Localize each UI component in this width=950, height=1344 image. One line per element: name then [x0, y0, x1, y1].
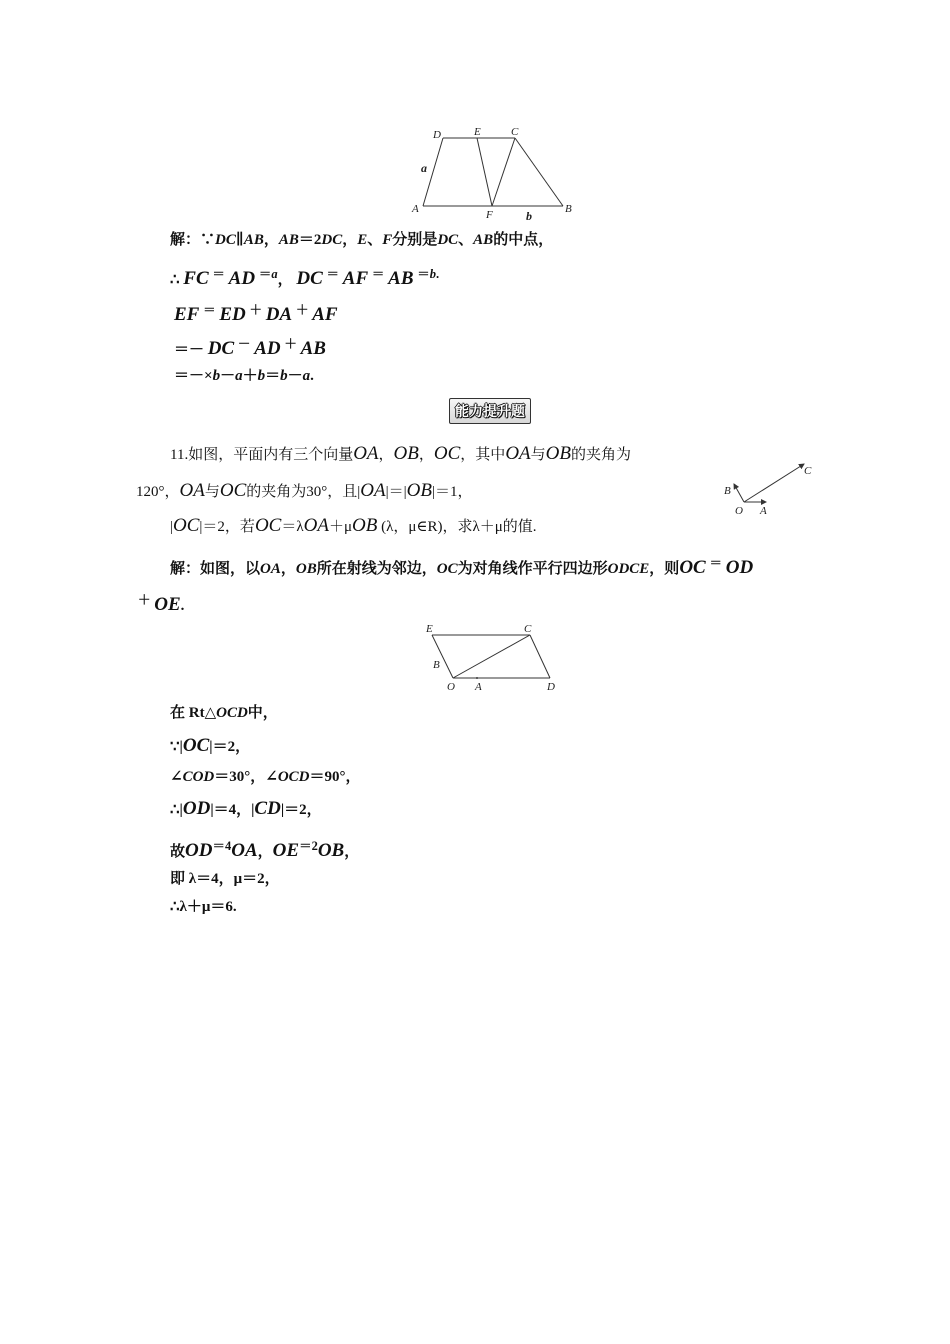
sol11-line6: ∴|OD|＝4，|CD|＝2，: [170, 798, 322, 819]
label-B: B: [433, 659, 440, 671]
label-a: a: [421, 161, 427, 175]
label-A: A: [475, 681, 482, 693]
label-A: A: [412, 203, 419, 215]
label-C: C: [524, 623, 532, 635]
q11-line3: |OC|＝2，若OC＝λOA＋μOB (λ，μ∈R)，求λ＋μ的值.: [170, 515, 537, 536]
label-O: O: [735, 505, 743, 517]
label-B: B: [565, 203, 572, 215]
sol10-line3: EF ＝ ED ＋ DA ＋ AF: [174, 303, 338, 325]
label-D: D: [433, 129, 441, 141]
vectors-figure: [718, 458, 818, 520]
q11-line1: 11.如图，平面内有三个向量OA，OB，OC，其中OA与OB的夹角为: [170, 443, 631, 464]
trapezoid-figure: [405, 122, 585, 226]
sol10-line1: 解：∵DC∥AB，AB＝2DC，E、F分别是DC、AB的中点，: [170, 232, 554, 248]
sol10-line2: ∴ FC ＝ AD $^{=a}$， DC ＝ AF ＝ AB $^{=b.}$: [170, 267, 440, 289]
label-F: F: [486, 209, 493, 221]
label-C: C: [804, 465, 812, 477]
sol10-line4: ＝－ DC － AD ＋ AB: [174, 337, 326, 359]
banner-title: 能力提升题: [455, 404, 525, 420]
label-B: B: [724, 485, 731, 497]
sol11-line8: 即 λ＝4，μ＝2，: [170, 871, 280, 887]
label-O: O: [447, 681, 455, 693]
sol11-line4: ∵|OC|＝2，: [170, 735, 251, 756]
sol11-line2: ＋ OE.: [138, 593, 185, 615]
label-E: E: [474, 126, 481, 138]
label-C: C: [511, 126, 519, 138]
sol11-line9: ∴λ＋μ＝6.: [170, 899, 237, 915]
section-banner: [449, 398, 531, 424]
sol11-line3: 在 Rt△OCD中，: [170, 705, 278, 721]
sol11-line1: 解：如图，以OA，OB所在射线为邻边，OC为对角线作平行四边形ODCE，则OC ＝ OD: [170, 556, 754, 578]
sol10-line5: ＝－×b－a＋b＝b－a.: [174, 368, 314, 384]
sol11-line5: ∠COD＝30°，∠OCD＝90°，: [170, 769, 361, 785]
label-D: D: [547, 681, 555, 693]
label-E: E: [426, 623, 433, 635]
q11-line2: 120°，OA与OC的夹角为30°，且|OA|＝|OB|＝1，: [136, 480, 473, 501]
label-A: A: [760, 505, 767, 517]
parallelogram-figure: [420, 620, 570, 696]
sol11-line7: 故$OD^{=4}OA$，$OE^{=2}OB$，: [170, 839, 360, 861]
label-b: b: [526, 209, 532, 223]
